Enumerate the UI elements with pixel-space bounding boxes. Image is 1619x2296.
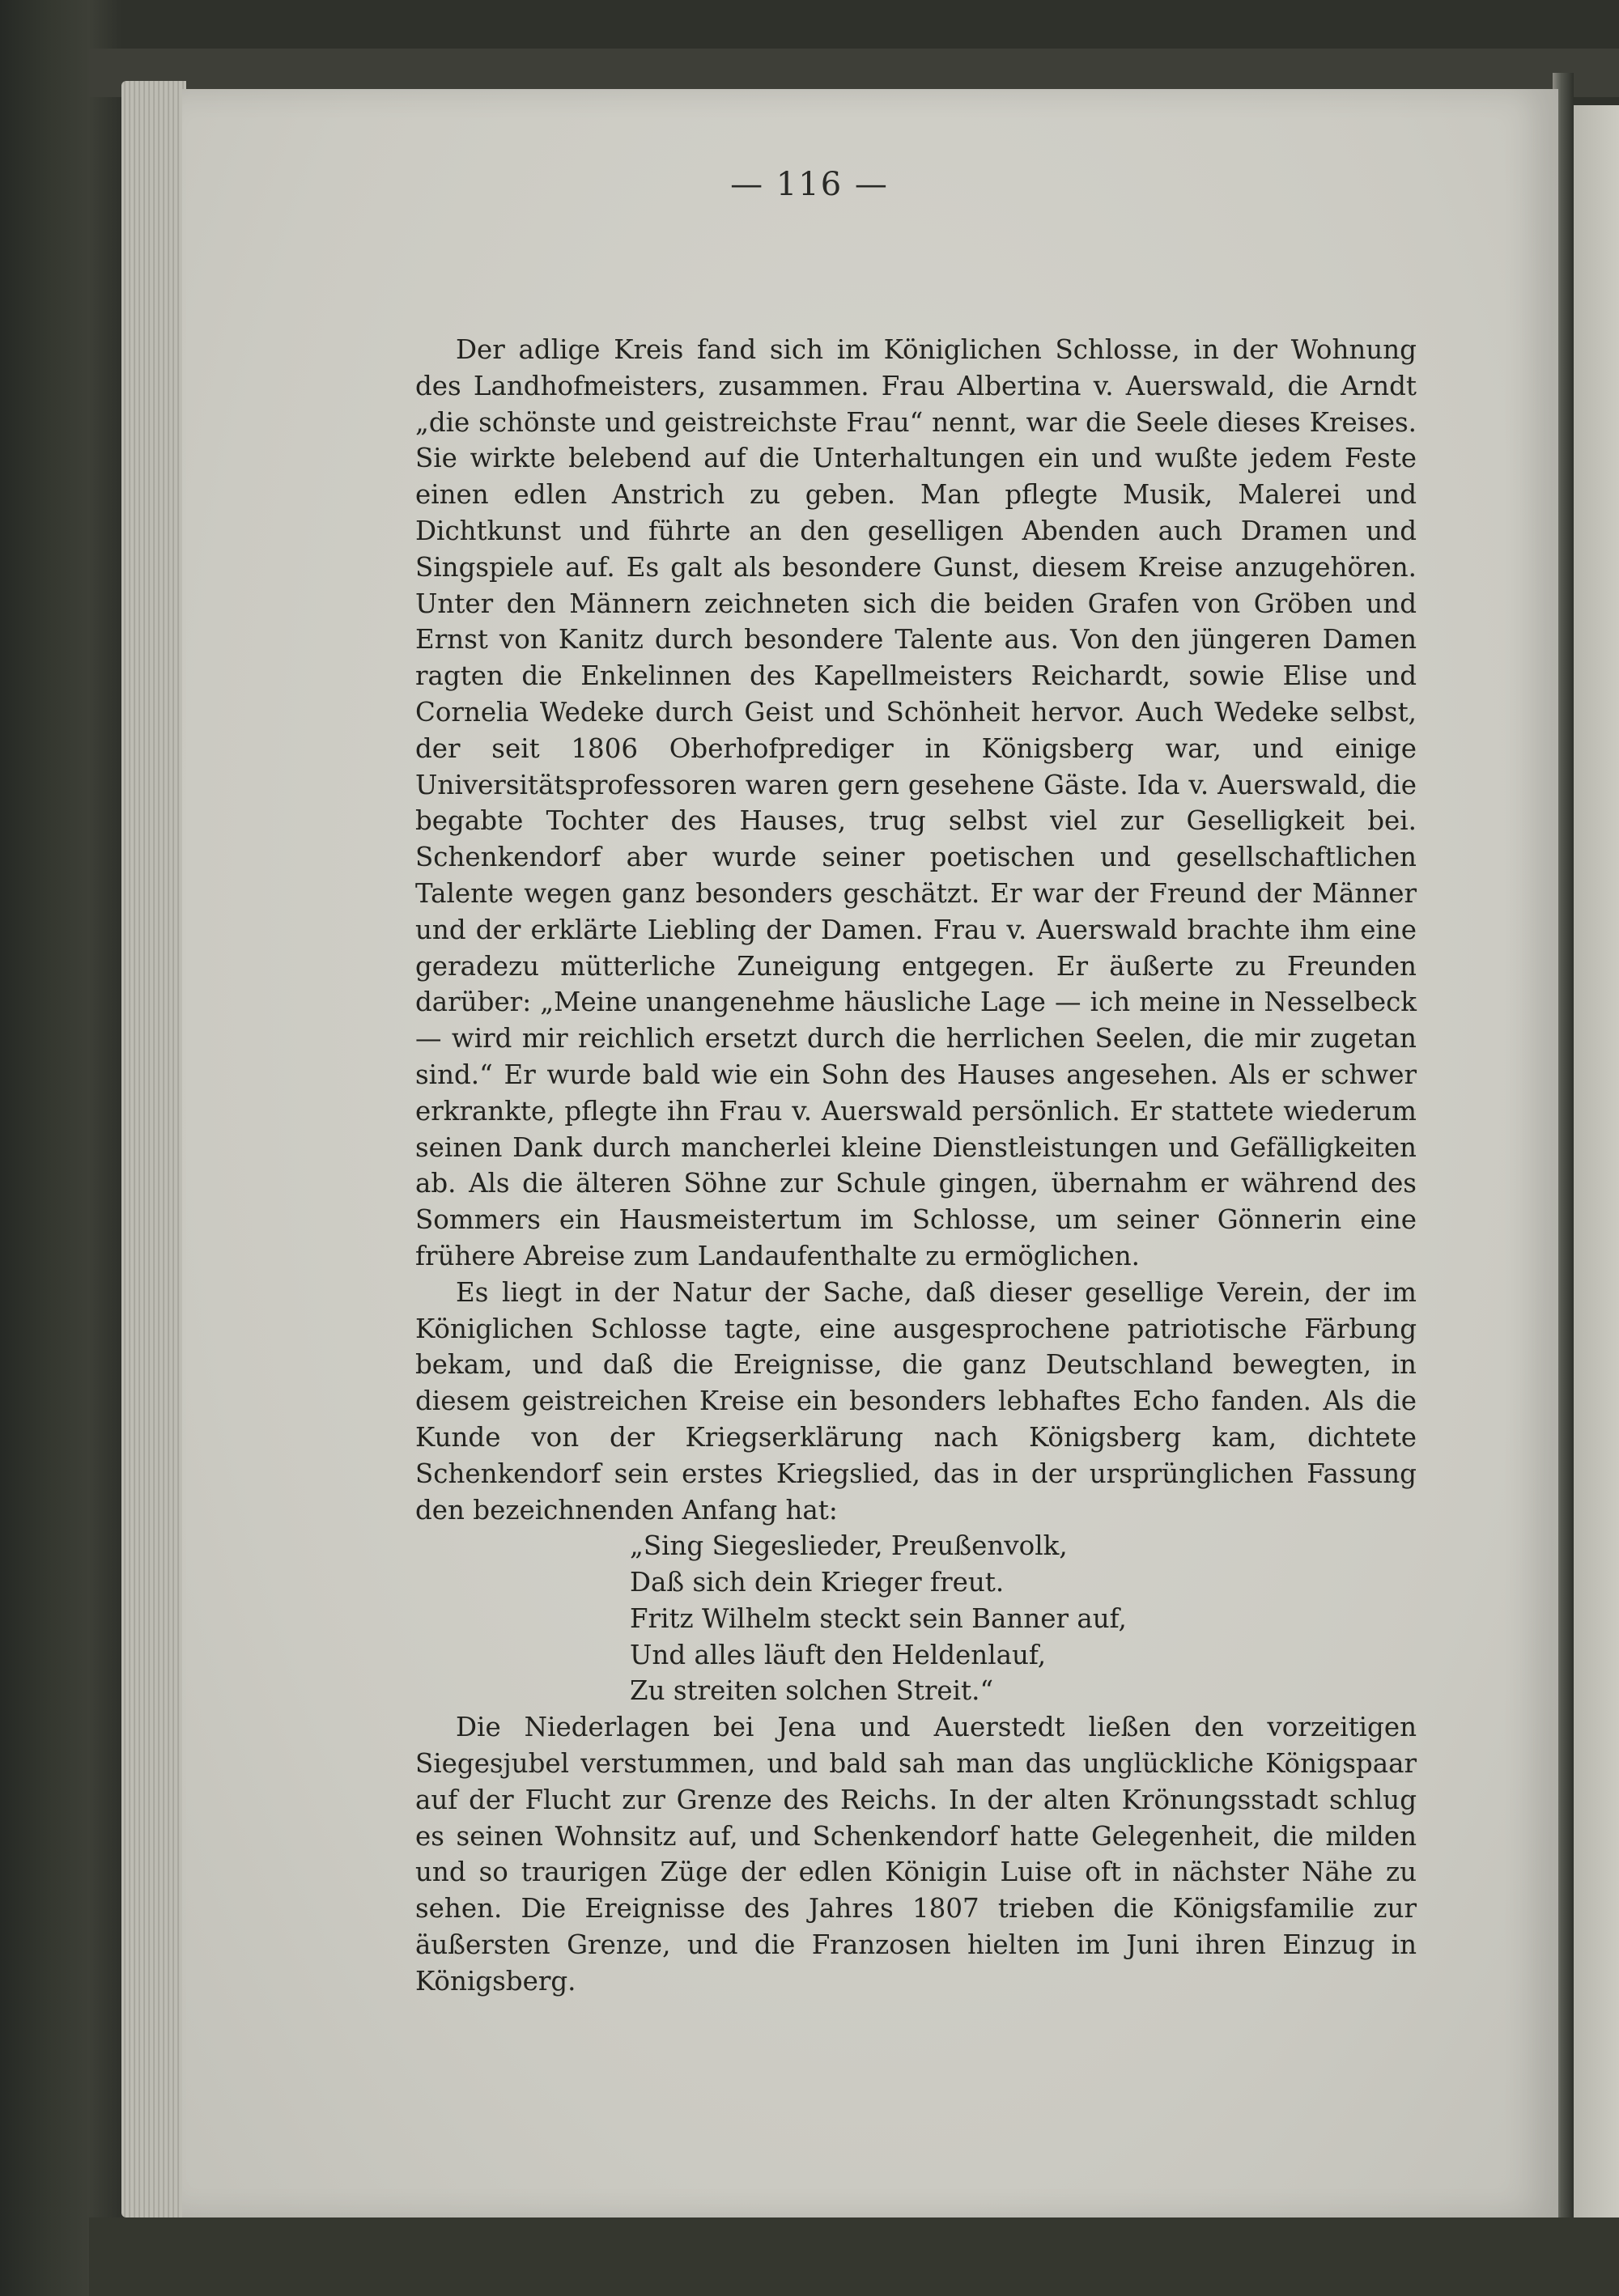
- verse-quote: [415, 1528, 1417, 1709]
- book-cover-bottom: [89, 2217, 1619, 2296]
- verse-line: Zu streiten solchen Streit.“: [630, 1675, 994, 1707]
- verse-line: Fritz Wilhelm steckt sein Banner auf,: [630, 1602, 1127, 1634]
- body-text: [415, 332, 1417, 2000]
- verse-line: Daß sich dein Krieger freut.: [630, 1567, 1005, 1598]
- facing-page-edge: [1574, 105, 1619, 2258]
- paragraph: Die Niederlagen bei Jena und Auerstedt ließen den vorzeitigen Siegesjubel verstummen, und bald sah man das unglückliche Königspaar auf der Flucht zur Grenze des Reichs. In der alten Krönungsstadt schlug es seinen Wohnsitz auf, und Schenkendorf hatte Gelegenheit, die milden und so traurigen Züge der edlen Königin Luise oft in nächster Nähe zu sehen. Die Ereignisse des Jahres 1807 trieben die Königsfamilie zur äußersten Grenze, und die Franzosen hielten im Juni ihren Einzug in Königsberg.: [415, 1712, 1417, 1997]
- paragraph: Der adlige Kreis fand sich im Königlichen Schlosse, in der Wohnung des Landhofmeisters, zusammen. Frau Albertina v. Auerswald, die Arndt „die schönste und geistreichste Frau“ nennt, war die Seele dieses Kreises. Sie wirkte belebend auf die Unterhaltungen ein und wußte jedem Feste einen edlen Anstrich zu geben. Man pflegte Musik, Malerei und Dichtkunst und führte an den geselligen Abenden auch Dramen und Singspiele auf. Es galt als besondere Gunst, diesem Kreise anzugehören. Unter den Männern zeichneten sich die beiden Grafen von Gröben und Ernst von Kanitz durch besondere Talente aus. Von den jüngeren Damen ragten die Enkelinnen des Kapellmeisters Reichardt, sowie Elise und Cornelia Wedeke durch Geist und Schönheit hervor. Auch Wedeke selbst, der seit 1806 Oberhofprediger in Königsberg war, und einige Universitätsprofessoren waren gern gesehene Gäste. Ida v. Auerswald, die begabte Tochter des Hauses, trug selbst viel zur Geselligkeit bei. Schenkendorf aber wurde seiner poetischen und gesellschaftlichen Talente wegen ganz besonders geschätzt. Er war der Freund der Männer und der erklärte Liebling der Damen. Frau v. Auerswald brachte ihm eine geradezu mütterliche Zuneigung entgegen. Er äußerte zu Freunden darüber: „Meine unangenehme häusliche Lage — ich meine in Nesselbeck — wird mir reichlich ersetzt durch die herrlichen Seelen, die mir zugetan sind.“ Er wurde bald wie ein Sohn des Hauses angesehen. Als er schwer erkrankte, pflegte ihn Frau v. Auerswald persönlich. Er stattete wiederum seinen Dank durch mancherlei kleine Dienstleistungen und Gefälligkeiten ab. Als die älteren Söhne zur Schule gingen, übernahm er während des Sommers ein Hausmeistertum im Schlosse, um seiner Gönnerin eine frühere Abreise zum Landaufenthalte zu ermöglichen.: [415, 334, 1417, 1271]
- paragraph: Es liegt in der Natur der Sache, daß dieser gesellige Verein, der im Königlichen Schlosse tagte, eine ausgesprochene patriotische Färbung bekam, und daß die Ereignisse, die ganz Deutschland bewegten, in diesem geistreichen Kreise ein besonders lebhaftes Echo fanden. Als die Kunde von der Kriegserklärung nach Königsberg kam, dichtete Schenkendorf sein erstes Kriegslied, das in der ursprünglichen Fassung den bezeichnenden Anfang hat:: [415, 1276, 1417, 1526]
- verse-line: „Sing Siegeslieder, Preußenvolk,: [630, 1530, 1068, 1562]
- verse-line: Und alles läuft den Heldenlauf,: [630, 1639, 1047, 1670]
- page-number: — 116 —: [730, 166, 889, 203]
- page-edges: [121, 81, 186, 2217]
